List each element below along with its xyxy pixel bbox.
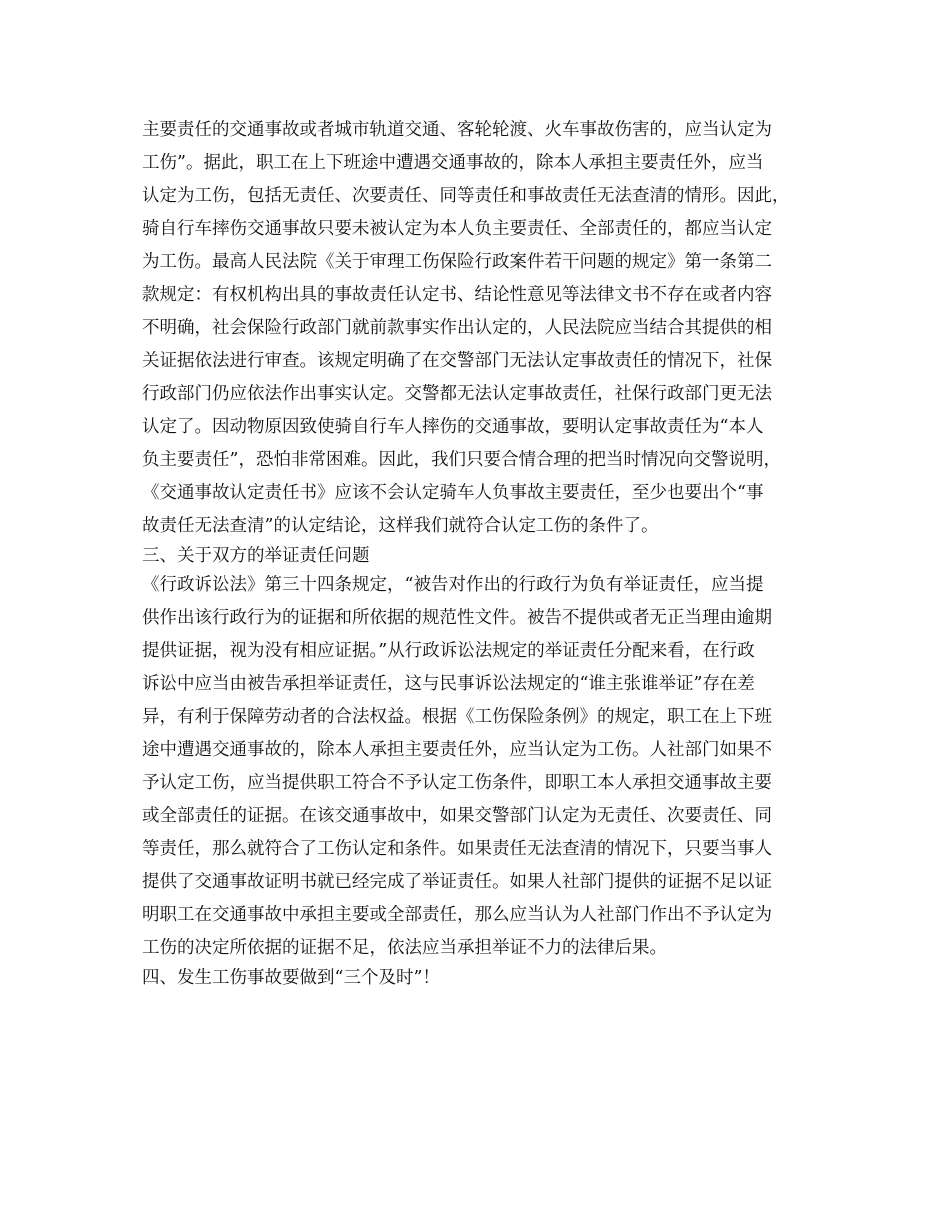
text-line: 关证据依法进行审查。该规定明确了在交警部门无法认定事故责任的情况下，社保 [142, 351, 772, 371]
text-line: 故责任无法查清”的认定结论，这样我们就符合认定工伤的条件了。 [142, 516, 659, 536]
text-line: 认定为工伤，包括无责任、次要责任、同等责任和事故责任无法查清的情形。因此， [142, 186, 790, 206]
text-line: 《交通事故认定责任书》应该不会认定骑车人负事故主要责任，至少也要出个“事 [142, 483, 764, 503]
paragraph-burden-of-proof [142, 569, 832, 965]
section-heading-burden-of-proof: 三、关于双方的举证责任问题 [142, 546, 370, 566]
text-line: 主要责任的交通事故或者城市轨道交通、客轮轮渡、火车事故伤害的，应当认定为 [142, 120, 772, 140]
text-line: 工伤的决定所依据的证据不足，依法应当承担举证不力的法律后果。 [142, 938, 667, 958]
text-line: 行政部门仍应依法作出事实认定。交警都无法认定事故责任，社保行政部门更无法 [142, 384, 772, 404]
text-line: 提供证据，视为没有相应证据。”从行政诉讼法规定的举证责任分配来看，在行政 [142, 641, 755, 661]
text-line: 认定了。因动物原因致使骑自行车人摔伤的交通事故，要明认定事故责任为“本人 [142, 417, 764, 437]
text-line: 款规定：有权机构出具的事故责任认定书、结论性意见等法律文书不存在或者内容 [142, 285, 772, 305]
text-line: 提供了交通事故证明书就已经完成了举证责任。如果人社部门提供的证据不足以证 [142, 872, 772, 892]
paragraph-work-injury-determination [142, 114, 832, 543]
text-line: 不明确，社会保险行政部门就前款事实作出认定的，人民法院应当结合其提供的相 [142, 318, 772, 338]
text-line: 负主要责任”，恐怕非常困难。因此，我们只要合情合理的把当时情况向交警说明， [142, 450, 781, 470]
text-line: 明职工在交通事故中承担主要或全部责任，那么应当认为人社部门作出不予认定为 [142, 905, 772, 925]
text-line: 途中遭遇交通事故的，除本人承担主要责任外，应当认定为工伤。人社部门如果不 [142, 740, 772, 760]
text-line: 为工伤。最高人民法院《关于审理工伤保险行政案件若干问题的规定》第一条第二 [142, 252, 772, 272]
text-line: 工伤”。据此，职工在上下班途中遭遇交通事故的，除本人承担主要责任外，应当 [142, 153, 764, 173]
text-line: 等责任，那么就符合了工伤认定和条件。如果责任无法查清的情况下，只要当事人 [142, 839, 772, 859]
text-line: 异，有利于保障劳动者的合法权益。根据《工伤保险条例》的规定，职工在上下班 [142, 707, 772, 727]
text-line: 供作出该行政行为的证据和所依据的规范性文件。被告不提供或者无正当理由逾期 [142, 608, 772, 628]
text-line: 诉讼中应当由被告承担举证责任，这与民事诉讼法规定的“谁主张谁举证”存在差 [142, 674, 755, 694]
document-body [142, 114, 832, 991]
text-line: 骑自行车摔伤交通事故只要未被认定为本人负主要责任、全部责任的，都应当认定 [142, 219, 772, 239]
text-line: 或全部责任的证据。在该交通事故中，如果交警部门认定为无责任、次要责任、同 [142, 806, 772, 826]
text-line: 予认定工伤，应当提供职工符合不予认定工伤条件，即职工本人承担交通事故主要 [142, 773, 772, 793]
text-line: 《行政诉讼法》第三十四条规定，“被告对作出的行政行为负有举证责任，应当提 [142, 575, 764, 595]
section-heading-three-timely: 四、发生工伤事故要做到“三个及时”！ [142, 968, 440, 988]
